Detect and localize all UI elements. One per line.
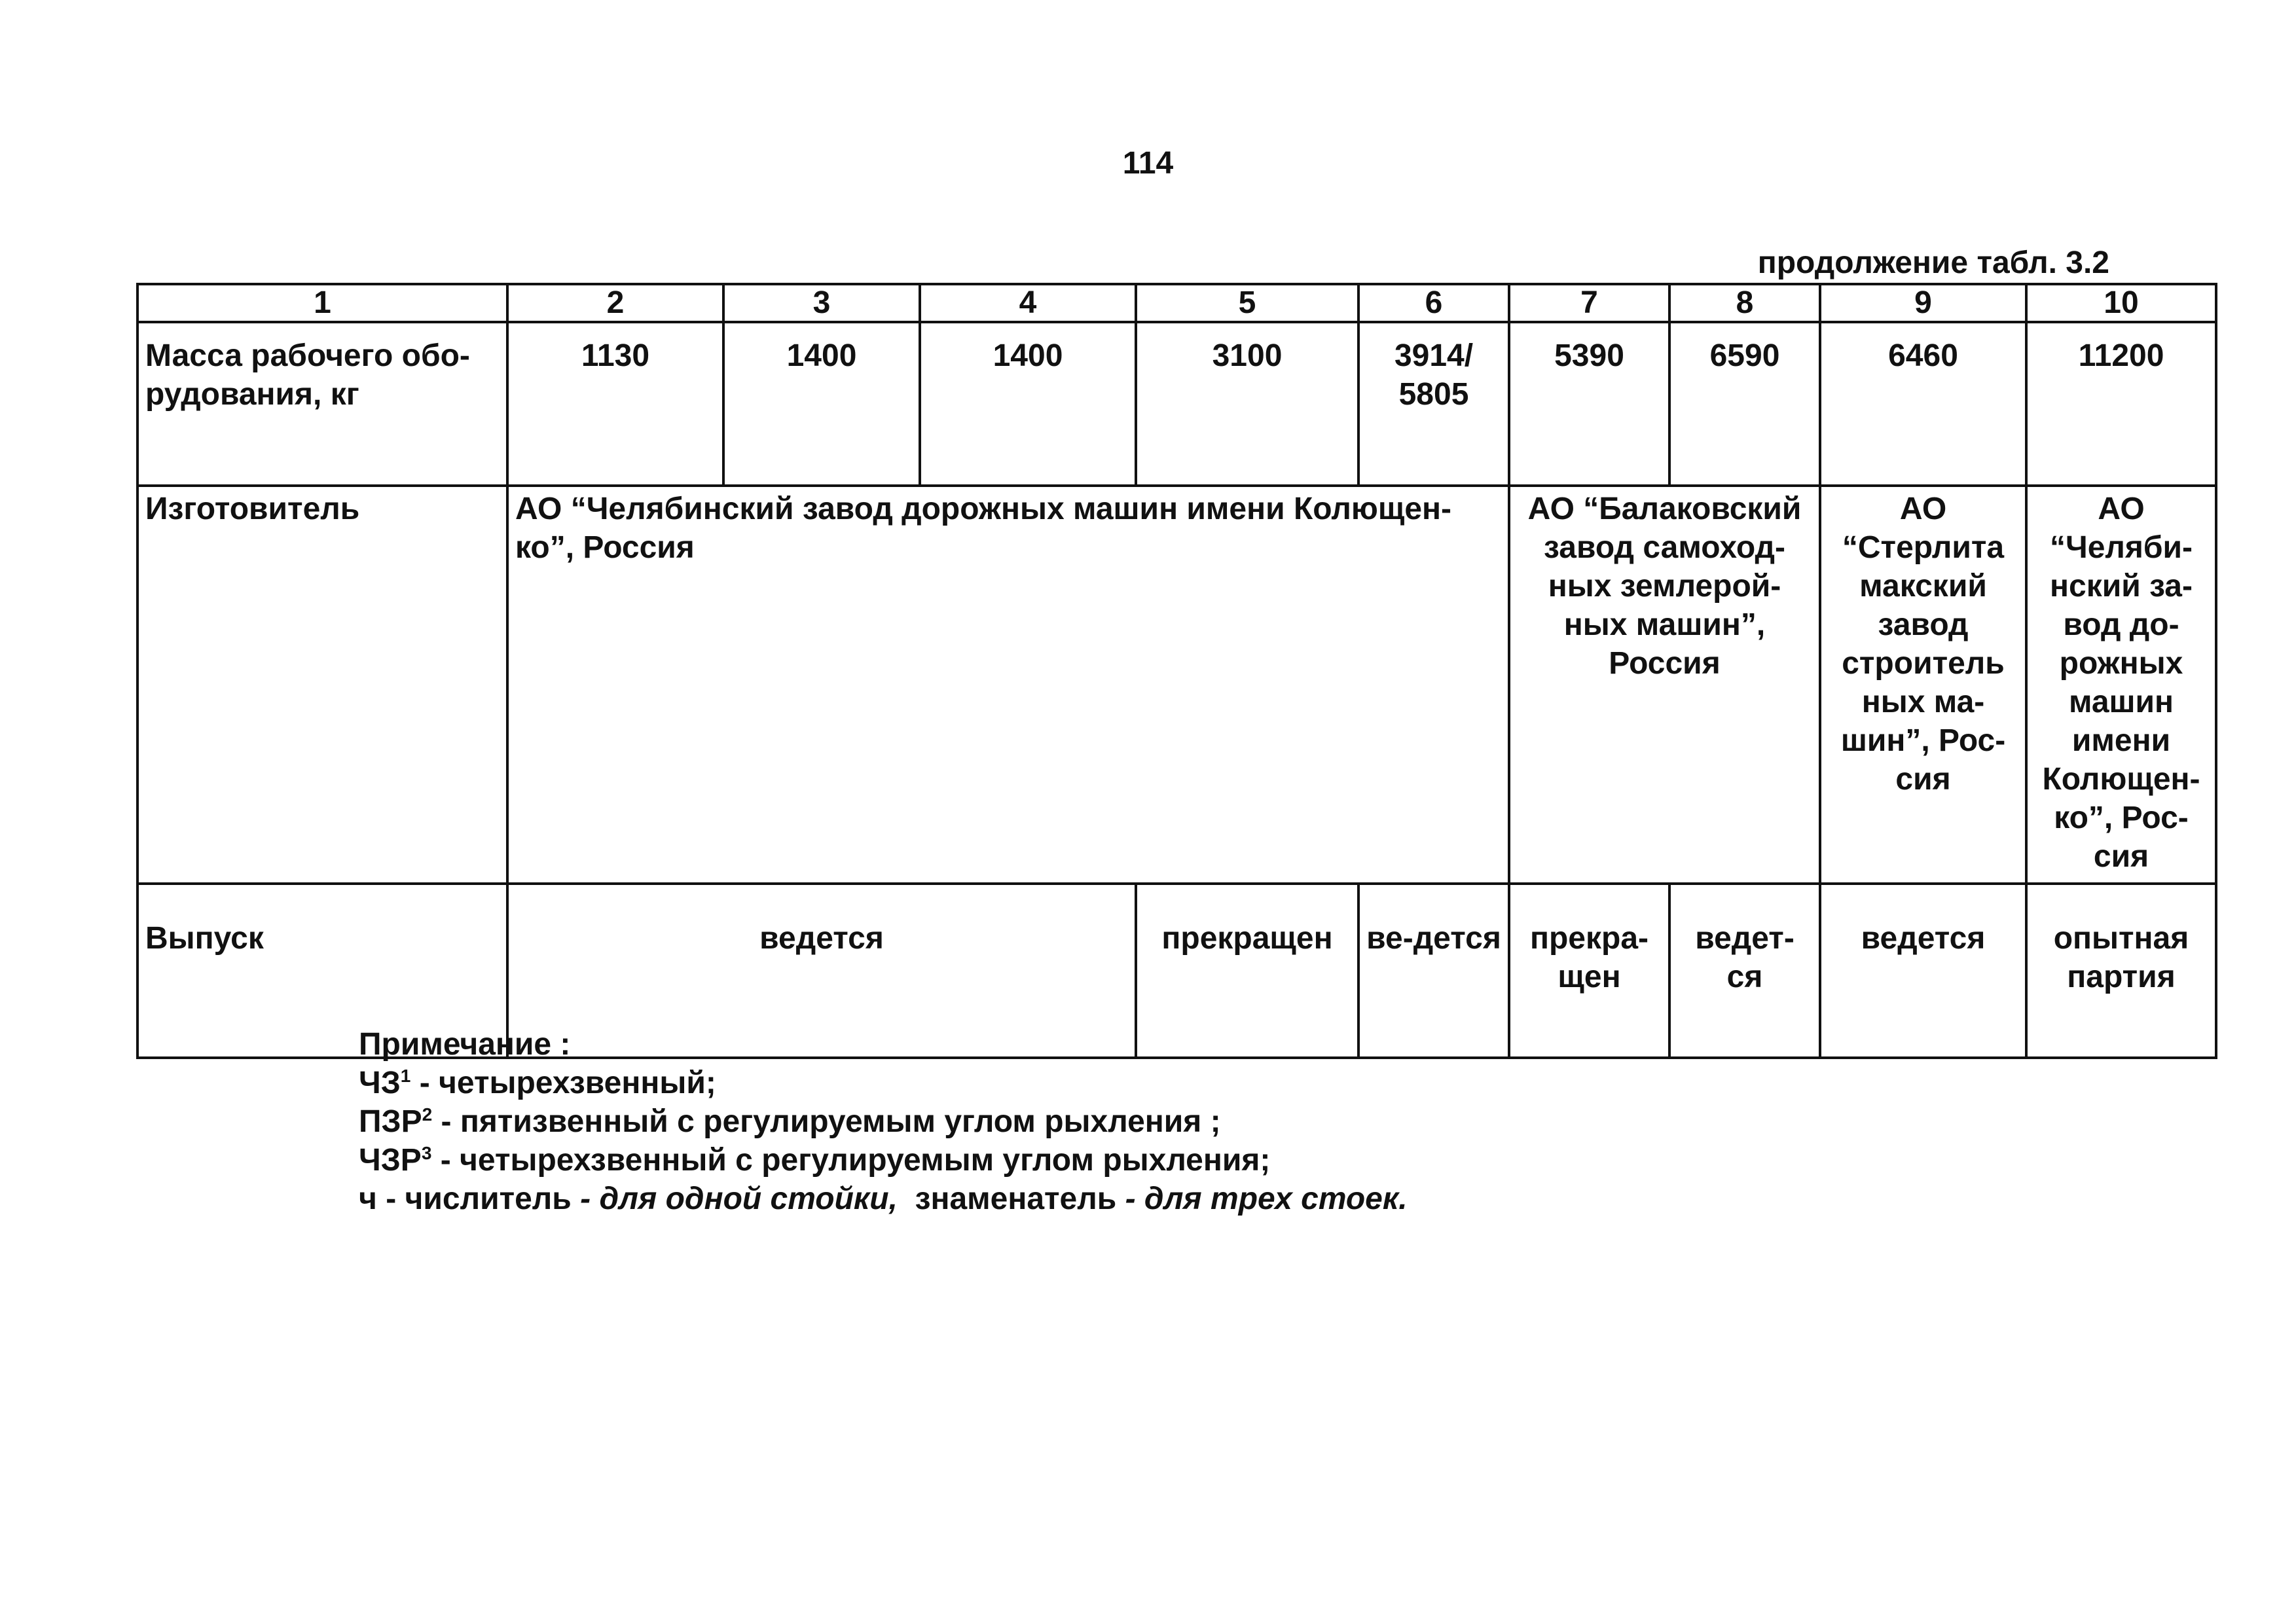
note-abbr: ЧЗР bbox=[359, 1143, 422, 1178]
note-text: - четырехзвенный; bbox=[410, 1066, 716, 1100]
release-col-7: прекра-щен bbox=[1509, 884, 1669, 1058]
maker-chelyabinsk: АО “Челябинский завод дорожных машин имени Колющен-ко”, Россия bbox=[507, 486, 1509, 884]
specs-table bbox=[136, 283, 2217, 1059]
mass-value: 3914/ 5805 bbox=[1358, 322, 1509, 486]
note-superscript: 1 bbox=[400, 1066, 411, 1086]
mass-value: 5390 bbox=[1509, 322, 1669, 486]
header-cell: 1 bbox=[137, 284, 507, 322]
maker-sterlitamak: АО “Стерлита макский завод строитель ных ма-шин”, Рос-сия bbox=[1820, 486, 2026, 884]
note-text: - пятизвенный с регулируемым углом рыхления ; bbox=[432, 1104, 1221, 1139]
header-cell: 8 bbox=[1669, 284, 1820, 322]
release-cols-2-4: ведется bbox=[507, 884, 1136, 1058]
mass-value: 6590 bbox=[1669, 322, 1820, 486]
mass-value: 6460 bbox=[1820, 322, 2026, 486]
mass-label: Масса рабочего обо-рудования, кг bbox=[137, 322, 507, 486]
note-text: - четырехзвенный с регулируемым углом рыхления; bbox=[431, 1143, 1271, 1178]
maker-row bbox=[137, 486, 2216, 884]
header-cell: 2 bbox=[507, 284, 723, 322]
header-cell: 3 bbox=[723, 284, 920, 322]
mass-value: 11200 bbox=[2026, 322, 2216, 486]
header-cell: 6 bbox=[1358, 284, 1509, 322]
note-text: знаменатель bbox=[897, 1182, 1117, 1216]
note-abbr: ЧЗ bbox=[359, 1066, 401, 1100]
release-col-9: ведется bbox=[1820, 884, 2026, 1058]
notes-title: Примечание : bbox=[359, 1027, 571, 1062]
note-text: ч - числитель bbox=[359, 1182, 572, 1216]
header-cell: 5 bbox=[1136, 284, 1358, 322]
table-caption: продолжение табл. 3.2 bbox=[1757, 245, 2109, 280]
mass-row bbox=[137, 322, 2216, 486]
note-line bbox=[359, 1180, 1408, 1218]
header-cell: 7 bbox=[1509, 284, 1669, 322]
release-label: Выпуск bbox=[137, 884, 507, 1058]
mass-value: 1400 bbox=[723, 322, 920, 486]
note-text: - для трех стоек. bbox=[1116, 1182, 1408, 1216]
notes-block bbox=[359, 1025, 1408, 1218]
release-col-6: ве-дется bbox=[1358, 884, 1509, 1058]
maker-label: Изготовитель bbox=[137, 486, 507, 884]
header-cell: 10 bbox=[2026, 284, 2216, 322]
page-number: 114 bbox=[1122, 146, 1174, 181]
note-line bbox=[359, 1141, 1408, 1180]
note-abbr: ПЗР bbox=[359, 1104, 422, 1139]
release-col-5: прекращен bbox=[1136, 884, 1358, 1058]
release-col-10: опытная партия bbox=[2026, 884, 2216, 1058]
note-line bbox=[359, 1064, 1408, 1102]
mass-value: 3100 bbox=[1136, 322, 1358, 486]
header-cell: 4 bbox=[920, 284, 1136, 322]
table-header-row bbox=[137, 284, 2216, 322]
release-col-8: ведет-ся bbox=[1669, 884, 1820, 1058]
maker-chelyabinsk-col10: АО “Челяби-нский за-вод до-рожных машин имени Колющен-ко”, Рос-сия bbox=[2026, 486, 2216, 884]
note-superscript: 2 bbox=[422, 1104, 433, 1125]
header-cell: 9 bbox=[1820, 284, 2026, 322]
note-superscript: 3 bbox=[421, 1143, 432, 1163]
mass-value: 1130 bbox=[507, 322, 723, 486]
maker-balakovo: АО “Балаковский завод самоход-ных землерой-ных машин”, Россия bbox=[1509, 486, 1820, 884]
note-line bbox=[359, 1102, 1408, 1141]
note-text: - для одной стойки, bbox=[571, 1182, 898, 1216]
mass-value: 1400 bbox=[920, 322, 1136, 486]
